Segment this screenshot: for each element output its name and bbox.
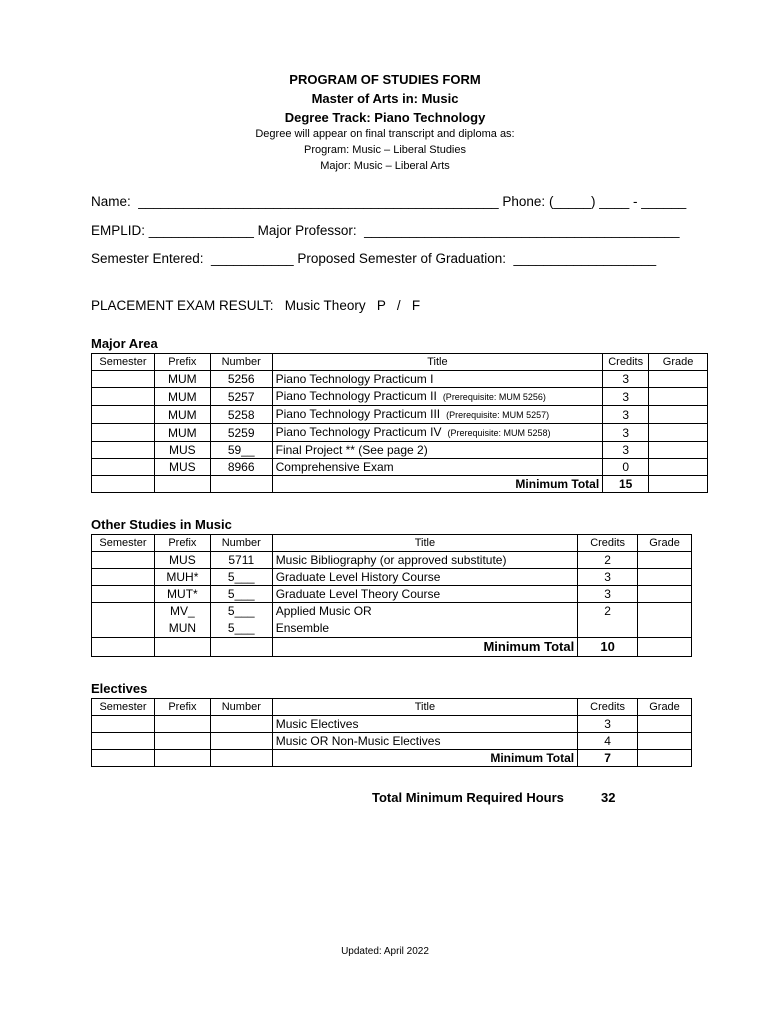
credits-cell: 2 bbox=[578, 603, 638, 638]
other-studies-table bbox=[91, 534, 692, 657]
title-ensemble: Ensemble bbox=[275, 621, 330, 635]
total-row bbox=[92, 638, 692, 657]
title-cell: Graduate Level History Course bbox=[272, 569, 578, 586]
number-cell: 8966 bbox=[210, 459, 272, 476]
semester-cell[interactable] bbox=[92, 388, 155, 406]
semester-cell[interactable] bbox=[92, 459, 155, 476]
col-credits: Credits bbox=[578, 699, 638, 716]
credits-cell: 3 bbox=[578, 586, 638, 603]
course-title: Piano Technology Practicum I bbox=[275, 372, 434, 386]
major-area-heading: Major Area bbox=[91, 336, 158, 351]
semester-cell[interactable] bbox=[92, 442, 155, 459]
prerequisite-note: (Prerequisite: MUM 5257) bbox=[446, 410, 550, 420]
credits-cell: 2 bbox=[578, 552, 638, 569]
credits-cell: 4 bbox=[578, 733, 638, 750]
prefix-cell: MUS bbox=[154, 459, 210, 476]
transcript-note: Degree will appear on final transcript and diploma as: bbox=[255, 128, 515, 140]
electives-table bbox=[91, 698, 692, 767]
credits-cell: 3 bbox=[603, 424, 649, 442]
name-phone-field[interactable]: Name: ________________________________________________ Phone: (_____) ____ - ______ bbox=[91, 194, 687, 209]
prefix-applied: MV_ bbox=[170, 604, 195, 618]
number-cell: 5259 bbox=[210, 424, 272, 442]
course-title: Final Project ** (See page 2) bbox=[275, 443, 428, 457]
electives-heading: Electives bbox=[91, 681, 148, 696]
number-cell: 5___ bbox=[210, 586, 272, 603]
prefix-cell: MUT* bbox=[154, 586, 210, 603]
credits-cell: 3 bbox=[603, 406, 649, 424]
program-line: Program: Music – Liberal Studies bbox=[303, 144, 466, 156]
table-row bbox=[92, 424, 708, 442]
minimum-total-label: Minimum Total bbox=[272, 750, 577, 767]
prefix-cell: MUM bbox=[154, 424, 210, 442]
title-cell: Music OR Non-Music Electives bbox=[272, 733, 577, 750]
grade-cell[interactable] bbox=[638, 716, 692, 733]
prefix-ensemble: MUN bbox=[168, 621, 197, 635]
credits-cell: 3 bbox=[603, 442, 649, 459]
prefix-cell: MUS bbox=[154, 552, 210, 569]
title-cell bbox=[272, 459, 603, 476]
semester-cell[interactable] bbox=[92, 586, 155, 603]
placement-exam-field[interactable]: PLACEMENT EXAM RESULT: Music Theory P / F bbox=[91, 298, 421, 313]
col-grade: Grade bbox=[638, 535, 692, 552]
prerequisite-note: (Prerequisite: MUM 5256) bbox=[442, 392, 546, 402]
title-cell: Music Bibliography (or approved substitute) bbox=[272, 552, 578, 569]
table-row bbox=[92, 716, 692, 733]
prefix-cell bbox=[154, 603, 210, 638]
semester-cell[interactable] bbox=[92, 569, 155, 586]
track-line: Degree Track: Piano Technology bbox=[284, 110, 486, 125]
semester-cell[interactable] bbox=[92, 733, 155, 750]
number-cell: 5257 bbox=[210, 388, 272, 406]
prefix-cell: MUM bbox=[154, 406, 210, 424]
prefix-cell: MUH* bbox=[154, 569, 210, 586]
prefix-cell[interactable] bbox=[154, 716, 210, 733]
number-cell bbox=[210, 603, 272, 638]
number-ensemble: 5___ bbox=[227, 621, 255, 635]
col-title: Title bbox=[272, 699, 577, 716]
col-semester: Semester bbox=[92, 354, 155, 371]
updated-note: Updated: April 2022 bbox=[341, 946, 429, 957]
number-cell[interactable] bbox=[210, 733, 272, 750]
prefix-cell: MUS bbox=[154, 442, 210, 459]
col-grade: Grade bbox=[638, 699, 692, 716]
col-semester: Semester bbox=[92, 535, 155, 552]
degree-line: Master of Arts in: Music bbox=[311, 91, 459, 106]
table-header-row bbox=[92, 354, 708, 371]
prefix-cell[interactable] bbox=[154, 733, 210, 750]
course-title: Comprehensive Exam bbox=[275, 460, 394, 474]
col-number: Number bbox=[210, 354, 272, 371]
table-row bbox=[92, 459, 708, 476]
col-number: Number bbox=[210, 535, 272, 552]
table-header-row bbox=[92, 535, 692, 552]
title-cell bbox=[272, 424, 603, 442]
prefix-cell: MUM bbox=[154, 371, 210, 388]
credits-cell: 0 bbox=[603, 459, 649, 476]
col-semester: Semester bbox=[92, 699, 155, 716]
semester-field[interactable]: Semester Entered: ___________ Proposed Semester of Graduation: ___________________ bbox=[91, 251, 657, 266]
table-row bbox=[92, 733, 692, 750]
minimum-total-label: Minimum Total bbox=[272, 476, 603, 493]
major-line: Major: Music – Liberal Arts bbox=[320, 160, 450, 172]
grade-cell[interactable] bbox=[649, 388, 708, 406]
semester-cell[interactable] bbox=[92, 406, 155, 424]
table-row bbox=[92, 552, 692, 569]
semester-cell[interactable] bbox=[92, 552, 155, 569]
title-applied: Applied Music OR bbox=[275, 604, 372, 618]
table-row bbox=[92, 603, 692, 638]
title-cell: Music Electives bbox=[272, 716, 577, 733]
number-cell: 5___ bbox=[210, 569, 272, 586]
grade-cell[interactable] bbox=[649, 459, 708, 476]
course-title: Piano Technology Practicum II bbox=[275, 389, 437, 403]
credits-cell: 3 bbox=[603, 388, 649, 406]
col-number: Number bbox=[210, 699, 272, 716]
total-required-label: Total Minimum Required Hours bbox=[372, 790, 564, 805]
col-prefix: Prefix bbox=[154, 354, 210, 371]
grade-cell[interactable] bbox=[638, 733, 692, 750]
table-row bbox=[92, 371, 708, 388]
total-row bbox=[92, 476, 708, 493]
prerequisite-note: (Prerequisite: MUM 5258) bbox=[447, 428, 551, 438]
grade-cell[interactable] bbox=[638, 569, 692, 586]
title-cell bbox=[272, 406, 603, 424]
grade-cell[interactable] bbox=[649, 406, 708, 424]
col-title: Title bbox=[272, 354, 603, 371]
table-row bbox=[92, 442, 708, 459]
title-cell bbox=[272, 371, 603, 388]
grade-cell[interactable] bbox=[638, 603, 692, 638]
col-credits: Credits bbox=[603, 354, 649, 371]
semester-cell[interactable] bbox=[92, 424, 155, 442]
grade-cell[interactable] bbox=[638, 552, 692, 569]
credits-cell: 3 bbox=[603, 371, 649, 388]
minimum-total-value: 15 bbox=[603, 476, 649, 493]
semester-cell[interactable] bbox=[92, 716, 155, 733]
minimum-total-value: 10 bbox=[578, 638, 638, 657]
number-applied: 5___ bbox=[227, 604, 255, 618]
number-cell: 5256 bbox=[210, 371, 272, 388]
title-cell bbox=[272, 603, 578, 638]
table-row bbox=[92, 406, 708, 424]
major-area-table bbox=[91, 353, 708, 493]
col-prefix: Prefix bbox=[154, 535, 210, 552]
semester-cell[interactable] bbox=[92, 371, 155, 388]
grade-cell[interactable] bbox=[649, 476, 708, 493]
total-required-value: 32 bbox=[601, 790, 616, 805]
number-cell: 5711 bbox=[210, 552, 272, 569]
grade-cell[interactable] bbox=[638, 638, 692, 657]
grade-cell[interactable] bbox=[649, 424, 708, 442]
emplid-professor-field[interactable]: EMPLID: ______________ Major Professor: __________________________________________ bbox=[91, 223, 680, 238]
number-cell[interactable] bbox=[210, 716, 272, 733]
table-row bbox=[92, 586, 692, 603]
course-title: Piano Technology Practicum IV bbox=[275, 425, 442, 439]
col-prefix: Prefix bbox=[154, 699, 210, 716]
form-title: PROGRAM OF STUDIES FORM bbox=[289, 72, 481, 87]
title-cell bbox=[272, 388, 603, 406]
table-row bbox=[92, 569, 692, 586]
minimum-total-value: 7 bbox=[578, 750, 638, 767]
prefix-cell: MUM bbox=[154, 388, 210, 406]
table-row bbox=[92, 388, 708, 406]
grade-cell[interactable] bbox=[638, 586, 692, 603]
credits-cell: 3 bbox=[578, 716, 638, 733]
table-header-row bbox=[92, 699, 692, 716]
title-cell: Graduate Level Theory Course bbox=[272, 586, 578, 603]
grade-cell[interactable] bbox=[638, 750, 692, 767]
col-grade: Grade bbox=[649, 354, 708, 371]
col-credits: Credits bbox=[578, 535, 638, 552]
other-studies-heading: Other Studies in Music bbox=[91, 517, 232, 532]
semester-cell[interactable] bbox=[92, 603, 155, 638]
number-cell: 59__ bbox=[210, 442, 272, 459]
credits-cell: 3 bbox=[578, 569, 638, 586]
minimum-total-label: Minimum Total bbox=[272, 638, 578, 657]
grade-cell[interactable] bbox=[649, 371, 708, 388]
grade-cell[interactable] bbox=[649, 442, 708, 459]
total-row bbox=[92, 750, 692, 767]
col-title: Title bbox=[272, 535, 578, 552]
title-cell bbox=[272, 442, 603, 459]
course-title: Piano Technology Practicum III bbox=[275, 407, 441, 421]
number-cell: 5258 bbox=[210, 406, 272, 424]
